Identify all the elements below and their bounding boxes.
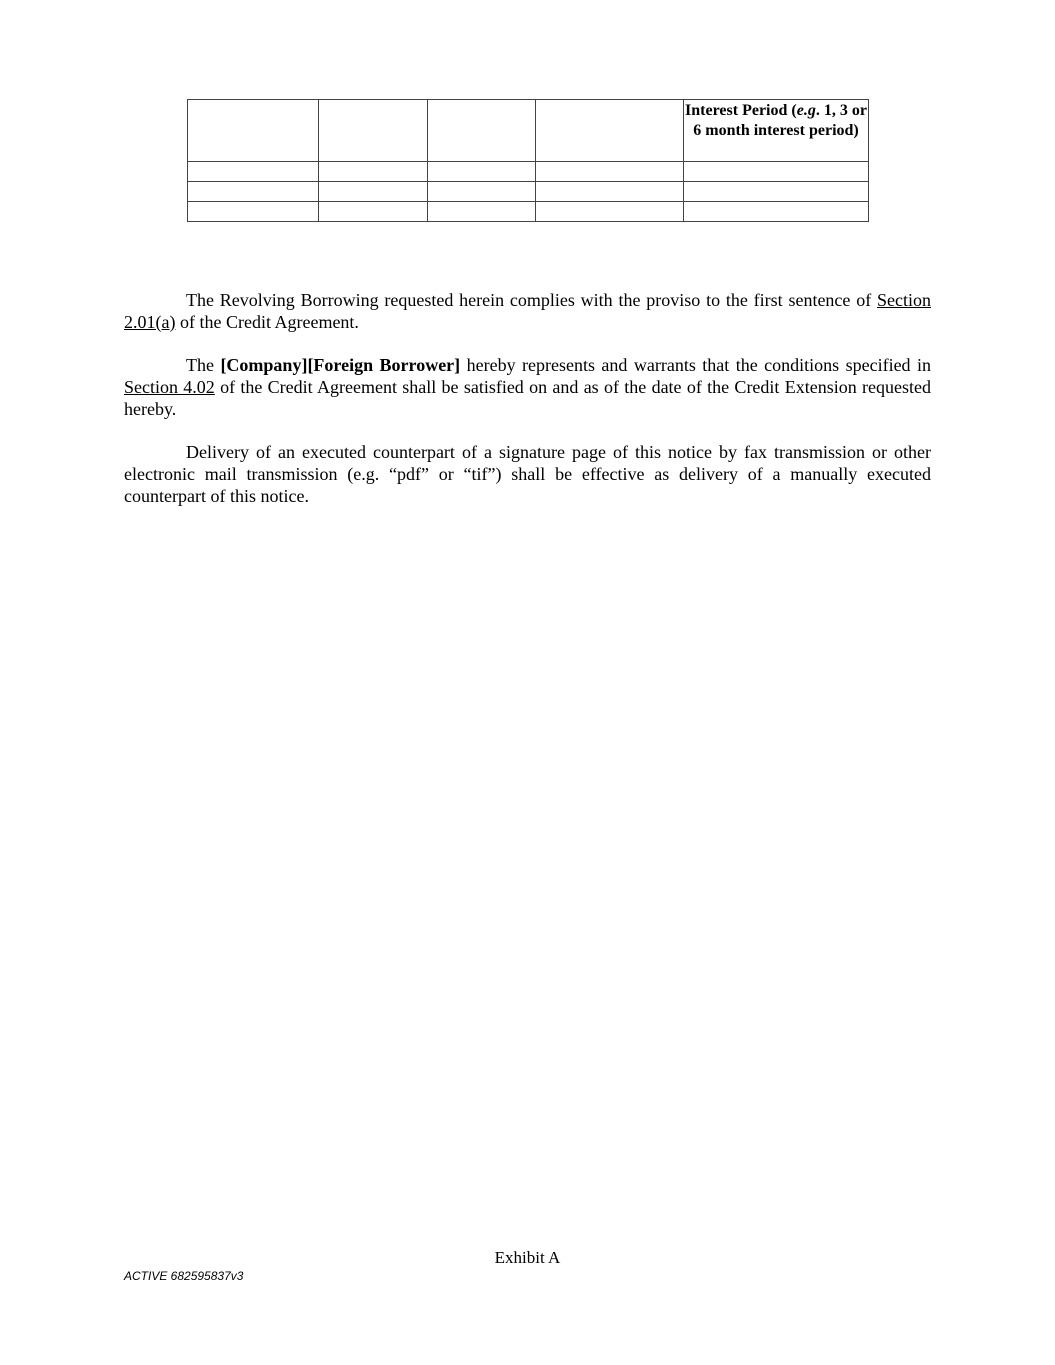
table-header-cell xyxy=(536,100,684,162)
paragraph-text: The Revolving Borrowing requested herein complies with the proviso to the first sentence of xyxy=(186,290,877,310)
interest-period-label-end: . 1, 3 or 6 month interest period) xyxy=(693,102,867,139)
section-reference-link: Section 2.01(a) xyxy=(124,290,931,332)
table-cell xyxy=(684,202,869,222)
table-header-cell xyxy=(188,100,319,162)
table-row xyxy=(188,182,869,202)
paragraph-text: of the Credit Agreement shall be satisfied on and as of the date of the Credit Extension requested hereby. xyxy=(124,377,931,419)
table-header-row xyxy=(188,100,869,162)
table-cell xyxy=(319,162,428,182)
table-cell xyxy=(319,182,428,202)
table-cell xyxy=(188,202,319,222)
paragraph-text: Delivery of an executed counterpart of a signature page of this notice by fax transmission or other electronic mail transmission (e.g. “pdf” or “tif”) shall be effective as delivery of a manually executed counterpart of this notice. xyxy=(124,442,931,506)
table-cell xyxy=(536,202,684,222)
section-reference-link: Section 4.02 xyxy=(124,377,215,397)
interest-period-eg: e.g xyxy=(796,102,816,119)
table-cell xyxy=(684,182,869,202)
paragraph-text: hereby represents and warrants that the conditions specified in xyxy=(460,355,931,375)
table-cell xyxy=(428,162,536,182)
table-cell xyxy=(428,182,536,202)
borrower-placeholder: [Company][Foreign Borrower] xyxy=(220,355,461,375)
table-header-cell xyxy=(319,100,428,162)
table-cell xyxy=(536,182,684,202)
exhibit-label: Exhibit A xyxy=(494,1248,561,1267)
table-cell xyxy=(188,182,319,202)
interest-period-label: Interest Period ( xyxy=(685,102,797,119)
interest-period-header xyxy=(684,100,869,162)
delivery-paragraph xyxy=(124,441,931,507)
representation-paragraph xyxy=(124,354,931,420)
compliance-paragraph xyxy=(124,289,931,333)
table-cell xyxy=(188,162,319,182)
table-row xyxy=(188,202,869,222)
borrowing-table xyxy=(187,99,869,222)
paragraph-text: of the Credit Agreement. xyxy=(175,312,359,332)
table-cell xyxy=(428,202,536,222)
table-cell xyxy=(536,162,684,182)
table-cell xyxy=(684,162,869,182)
paragraph-text: The xyxy=(186,355,221,375)
table-header-cell xyxy=(428,100,536,162)
document-id: ACTIVE 682595837v3 xyxy=(124,1269,244,1283)
table-cell xyxy=(319,202,428,222)
table-row xyxy=(188,162,869,182)
